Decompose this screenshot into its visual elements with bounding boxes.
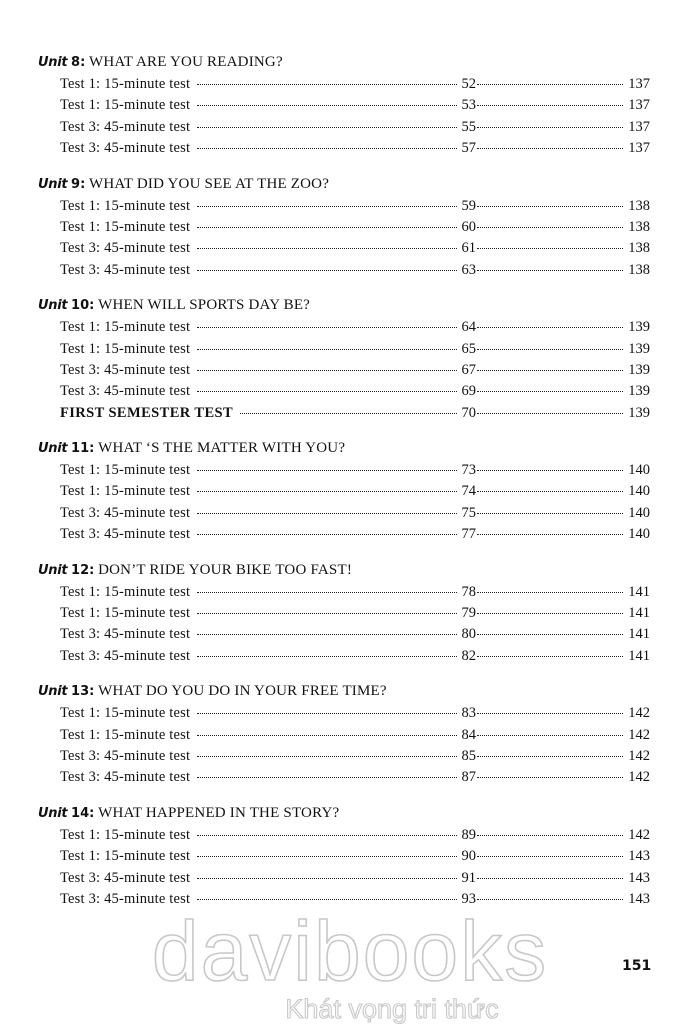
test-page-number: 59 <box>461 197 476 214</box>
dot-leader <box>477 413 623 414</box>
entry-label: Test 1: 15-minute test <box>60 319 191 336</box>
dot-leader <box>477 835 623 836</box>
unit-heading <box>38 679 650 703</box>
test-page-number: 75 <box>461 504 476 521</box>
toc-entry <box>38 825 650 846</box>
dot-leader <box>240 413 457 414</box>
unit-section <box>38 50 650 160</box>
answer-page-number: 137 <box>628 76 650 92</box>
dot-leader <box>477 656 623 657</box>
toc-entry <box>38 117 650 138</box>
dot-leader <box>197 735 457 736</box>
dot-leader <box>197 105 457 106</box>
entry-label: Test 1: 15-minute test <box>60 848 191 865</box>
dot-leader <box>477 756 623 757</box>
answer-page-number: 140 <box>628 462 650 479</box>
dot-leader <box>197 513 457 514</box>
dot-leader <box>197 206 457 207</box>
answer-page-number: 137 <box>628 118 650 135</box>
toc-entry <box>38 624 650 645</box>
test-page-number: 69 <box>461 383 476 400</box>
dot-leader <box>197 84 457 85</box>
dot-leader <box>197 127 457 128</box>
entry-label: Test 3: 45-minute test <box>60 383 191 400</box>
entry-label: Test 1: 15-minute test <box>60 76 191 92</box>
test-page-number: 85 <box>461 747 476 764</box>
unit-section <box>38 558 650 668</box>
dot-leader <box>197 270 457 271</box>
test-page-number: 53 <box>461 97 476 114</box>
unit-word: Unit <box>38 176 68 192</box>
answer-page-number: 139 <box>628 319 650 336</box>
entry-label: Test 3: 45-minute test <box>60 140 191 157</box>
answer-page-number: 142 <box>628 826 650 843</box>
toc-entry <box>38 317 650 338</box>
toc-entry <box>38 260 650 281</box>
test-page-number: 79 <box>461 605 476 622</box>
dot-leader <box>477 227 623 228</box>
unit-word: Unit <box>38 441 68 457</box>
unit-heading <box>38 50 650 74</box>
dot-leader <box>197 592 457 593</box>
watermark-brand: davibooks <box>151 904 549 998</box>
answer-page-number: 141 <box>628 583 650 600</box>
toc-entry <box>38 339 650 360</box>
dot-leader <box>477 491 623 492</box>
test-page-number: 87 <box>461 769 476 786</box>
test-page-number: 93 <box>461 890 476 907</box>
test-page-number: 74 <box>461 483 476 500</box>
unit-title: DON’T RIDE YOUR BIKE TOO FAST! <box>98 561 353 578</box>
dot-leader <box>197 227 457 228</box>
dot-leader <box>477 84 623 85</box>
entry-label: Test 3: 45-minute test <box>60 526 191 543</box>
answer-page-number: 138 <box>628 218 650 235</box>
toc-entry <box>38 868 650 889</box>
unit-heading <box>38 558 650 582</box>
toc-entry <box>38 74 650 95</box>
toc-entry <box>38 725 650 746</box>
toc-entry <box>38 217 650 238</box>
unit-number: 12: <box>71 562 95 578</box>
answer-page-number: 138 <box>628 240 650 257</box>
entry-label: Test 3: 45-minute test <box>60 361 191 378</box>
test-page-number: 60 <box>461 218 476 235</box>
toc-entry <box>38 95 650 116</box>
test-page-number: 52 <box>461 76 476 92</box>
toc-entry <box>38 460 650 481</box>
toc-entry <box>38 603 650 624</box>
dot-leader <box>197 148 457 149</box>
unit-heading <box>38 172 650 196</box>
answer-page-number: 142 <box>628 769 650 786</box>
toc-entry <box>38 481 650 502</box>
dot-leader <box>477 513 623 514</box>
answer-page-number: 143 <box>628 890 650 907</box>
entry-label: Test 3: 45-minute test <box>60 240 191 257</box>
unit-heading <box>38 801 650 825</box>
entry-label: Test 3: 45-minute test <box>60 890 191 907</box>
unit-section <box>38 172 650 282</box>
unit-word: Unit <box>38 55 68 70</box>
test-page-number: 82 <box>461 647 476 664</box>
unit-number: 10: <box>71 298 95 314</box>
unit-word: Unit <box>38 805 68 821</box>
entry-label: Test 3: 45-minute test <box>60 647 191 664</box>
dot-leader <box>477 470 623 471</box>
entry-label: Test 1: 15-minute test <box>60 197 191 214</box>
test-page-number: 89 <box>461 826 476 843</box>
dot-leader <box>197 470 457 471</box>
answer-page-number: 137 <box>628 140 650 157</box>
unit-number: 9: <box>71 176 86 192</box>
answer-page-number: 139 <box>628 383 650 400</box>
unit-number: 13: <box>71 684 95 700</box>
dot-leader <box>197 370 457 371</box>
dot-leader <box>197 777 457 778</box>
answer-page-number: 142 <box>628 705 650 722</box>
toc-entry <box>38 767 650 788</box>
unit-word: Unit <box>38 298 68 314</box>
unit-number: 11: <box>71 441 95 457</box>
answer-page-number: 139 <box>628 404 650 421</box>
test-page-number: 57 <box>461 140 476 157</box>
test-page-number: 55 <box>461 118 476 135</box>
dot-leader <box>197 713 457 714</box>
toc-entry <box>38 238 650 259</box>
dot-leader <box>197 835 457 836</box>
test-page-number: 65 <box>461 340 476 357</box>
test-page-number: 80 <box>461 626 476 643</box>
dot-leader <box>477 634 623 635</box>
dot-leader <box>477 856 623 857</box>
entry-label: Test 1: 15-minute test <box>60 218 191 235</box>
dot-leader <box>477 713 623 714</box>
dot-leader <box>477 127 623 128</box>
test-page-number: 67 <box>461 361 476 378</box>
test-page-number: 64 <box>461 319 476 336</box>
test-page-number: 83 <box>461 705 476 722</box>
entry-label: FIRST SEMESTER TEST <box>60 404 234 421</box>
dot-leader <box>477 777 623 778</box>
unit-section <box>38 679 650 789</box>
unit-title: WHAT HAPPENED IN THE STORY? <box>98 804 340 821</box>
toc-entry <box>38 196 650 217</box>
entry-label: Test 3: 45-minute test <box>60 769 191 786</box>
toc-entry <box>38 889 650 910</box>
test-page-number: 84 <box>461 726 476 743</box>
entry-label: Test 3: 45-minute test <box>60 118 191 135</box>
dot-leader <box>197 391 457 392</box>
dot-leader <box>197 756 457 757</box>
answer-page-number: 139 <box>628 340 650 357</box>
toc-entry <box>38 138 650 159</box>
unit-heading <box>38 293 650 317</box>
test-page-number: 73 <box>461 462 476 479</box>
answer-page-number: 141 <box>628 626 650 643</box>
entry-label: Test 1: 15-minute test <box>60 97 191 114</box>
dot-leader <box>197 899 457 900</box>
answer-page-number: 140 <box>628 526 650 543</box>
answer-page-number: 138 <box>628 197 650 214</box>
answer-page-number: 143 <box>628 848 650 865</box>
entry-label: Test 1: 15-minute test <box>60 483 191 500</box>
dot-leader <box>477 270 623 271</box>
answer-page-number: 139 <box>628 361 650 378</box>
page-number: 151 <box>622 958 652 974</box>
unit-word: Unit <box>38 684 68 700</box>
toc-entry <box>38 746 650 767</box>
unit-title: WHAT DID YOU SEE AT THE ZOO? <box>89 175 330 192</box>
toc-entry <box>38 503 650 524</box>
answer-page-number: 137 <box>628 97 650 114</box>
entry-label: Test 1: 15-minute test <box>60 462 191 479</box>
dot-leader <box>477 534 623 535</box>
test-page-number: 63 <box>461 261 476 278</box>
unit-section <box>38 801 650 911</box>
dot-leader <box>477 148 623 149</box>
entry-label: Test 3: 45-minute test <box>60 626 191 643</box>
toc-entry <box>38 646 650 667</box>
test-page-number: 77 <box>461 526 476 543</box>
answer-page-number: 141 <box>628 647 650 664</box>
entry-label: Test 3: 45-minute test <box>60 504 191 521</box>
dot-leader <box>197 491 457 492</box>
unit-number: 8: <box>71 55 86 70</box>
entry-label: Test 3: 45-minute test <box>60 747 191 764</box>
entry-label: Test 1: 15-minute test <box>60 340 191 357</box>
answer-page-number: 142 <box>628 747 650 764</box>
dot-leader <box>477 592 623 593</box>
table-of-contents <box>38 50 650 922</box>
entry-label: Test 1: 15-minute test <box>60 605 191 622</box>
dot-leader <box>197 534 457 535</box>
unit-word: Unit <box>38 562 68 578</box>
dot-leader <box>197 656 457 657</box>
watermark-tagline: Khát vọng tri thức <box>285 994 499 1024</box>
unit-section <box>38 293 650 424</box>
toc-entry <box>38 703 650 724</box>
dot-leader <box>477 248 623 249</box>
unit-title: WHAT ‘S THE MATTER WITH YOU? <box>98 440 346 457</box>
toc-entry <box>38 582 650 603</box>
answer-page-number: 140 <box>628 483 650 500</box>
dot-leader <box>477 105 623 106</box>
dot-leader <box>197 878 457 879</box>
dot-leader <box>477 613 623 614</box>
test-page-number: 78 <box>461 583 476 600</box>
dot-leader <box>477 391 623 392</box>
toc-entry <box>38 360 650 381</box>
entry-label: Test 1: 15-minute test <box>60 705 191 722</box>
dot-leader <box>197 856 457 857</box>
unit-title: WHAT ARE YOU READING? <box>89 54 283 70</box>
entry-label: Test 1: 15-minute test <box>60 726 191 743</box>
toc-entry <box>38 846 650 867</box>
entry-label: Test 3: 45-minute test <box>60 261 191 278</box>
test-page-number: 91 <box>461 869 476 886</box>
entry-label: Test 1: 15-minute test <box>60 583 191 600</box>
answer-page-number: 141 <box>628 605 650 622</box>
toc-entry <box>38 524 650 545</box>
dot-leader <box>477 327 623 328</box>
test-page-number: 90 <box>461 848 476 865</box>
dot-leader <box>477 899 623 900</box>
test-page-number: 70 <box>461 404 476 421</box>
dot-leader <box>197 349 457 350</box>
unit-heading <box>38 436 650 460</box>
unit-title: WHEN WILL SPORTS DAY BE? <box>98 297 311 314</box>
dot-leader <box>477 878 623 879</box>
dot-leader <box>197 327 457 328</box>
dot-leader <box>197 248 457 249</box>
dot-leader <box>477 206 623 207</box>
test-page-number: 61 <box>461 240 476 257</box>
answer-page-number: 140 <box>628 504 650 521</box>
dot-leader <box>477 370 623 371</box>
entry-label: Test 3: 45-minute test <box>60 869 191 886</box>
answer-page-number: 143 <box>628 869 650 886</box>
dot-leader <box>197 613 457 614</box>
toc-entry <box>38 381 650 402</box>
dot-leader <box>477 735 623 736</box>
answer-page-number: 138 <box>628 261 650 278</box>
answer-page-number: 142 <box>628 726 650 743</box>
unit-number: 14: <box>71 805 95 821</box>
entry-label: Test 1: 15-minute test <box>60 826 191 843</box>
dot-leader <box>477 349 623 350</box>
toc-entry <box>38 403 650 424</box>
dot-leader <box>197 634 457 635</box>
unit-title: WHAT DO YOU DO IN YOUR FREE TIME? <box>98 683 387 700</box>
unit-section <box>38 436 650 546</box>
